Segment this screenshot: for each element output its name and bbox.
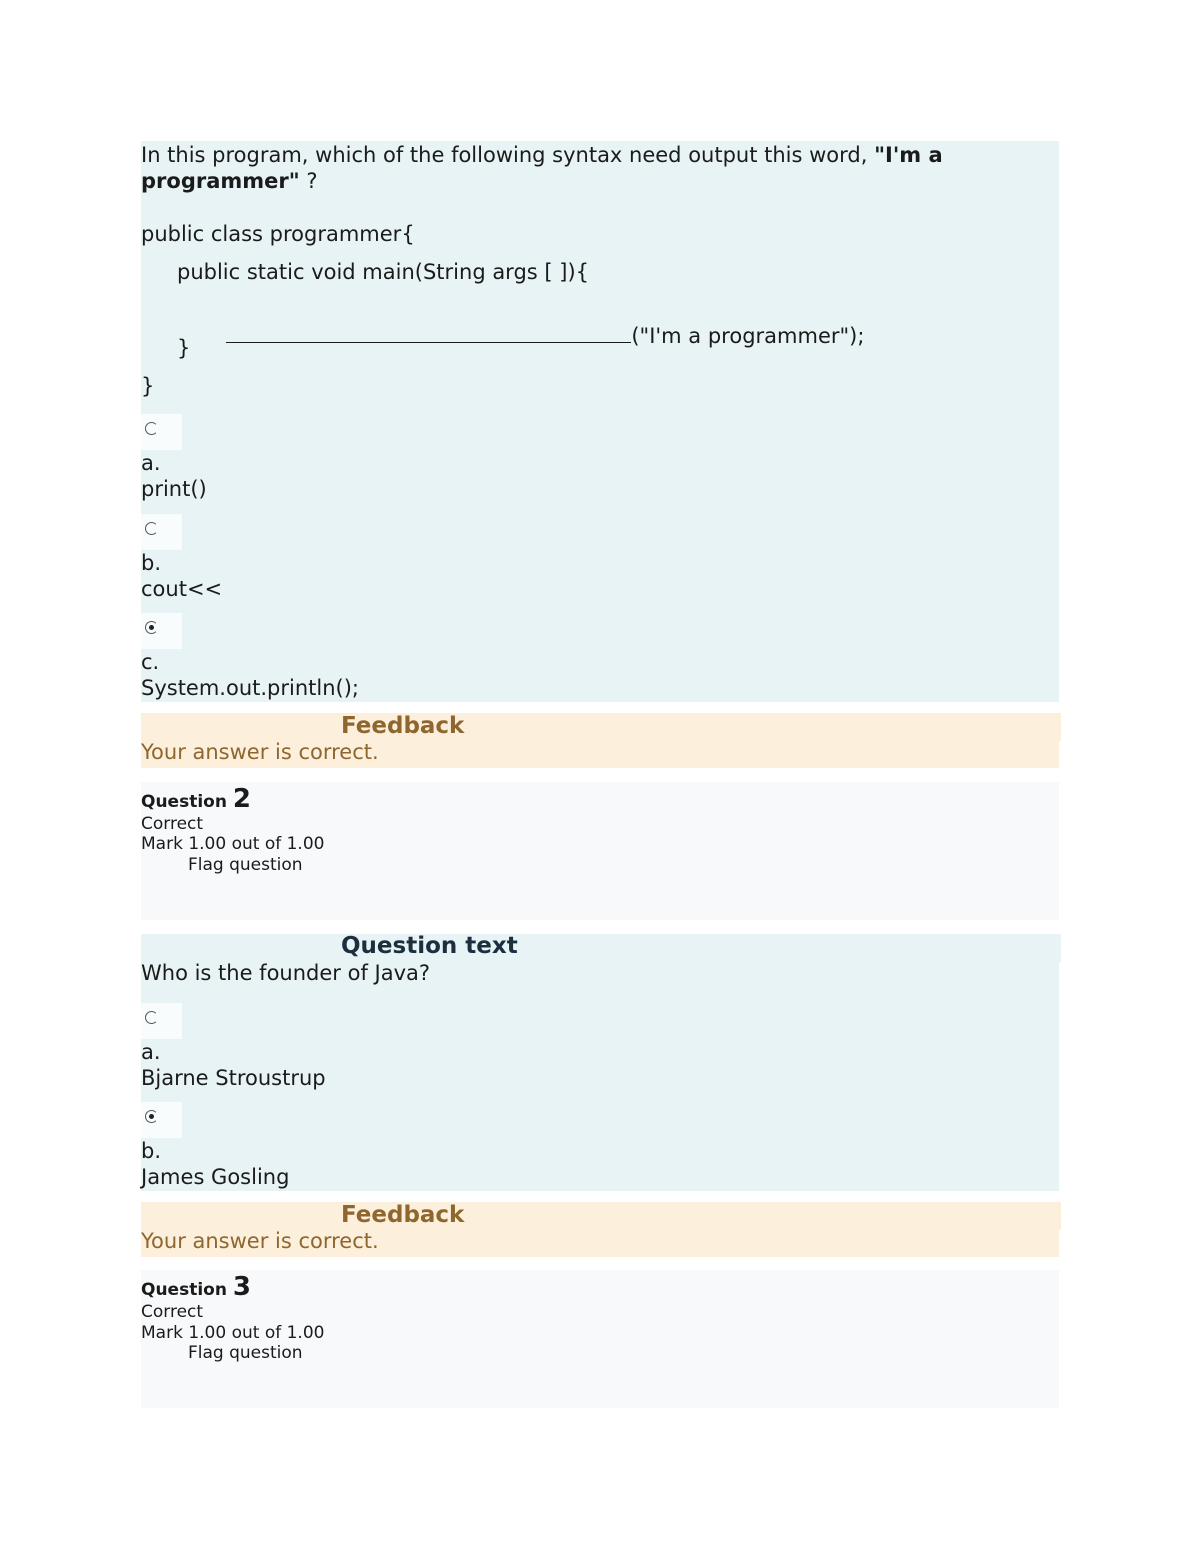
radio-unchecked-icon xyxy=(145,522,158,535)
radio-unchecked-icon xyxy=(145,422,158,435)
option-c-text: System.out.println(); xyxy=(141,676,359,700)
q2-option-a-text: Bjarne Stroustrup xyxy=(141,1066,326,1090)
code-line-4: } xyxy=(177,336,191,360)
question-number: 2 xyxy=(232,784,251,814)
feedback-2-title: Feedback xyxy=(341,1202,465,1228)
question-label: Question xyxy=(141,1280,227,1300)
code-line-3 xyxy=(213,297,864,349)
option-c-radio[interactable] xyxy=(141,613,182,649)
q2-option-b-text: James Gosling xyxy=(141,1165,290,1189)
prompt-quote-2: programmer" xyxy=(141,169,300,193)
q2-option-a-radio[interactable] xyxy=(141,1003,182,1039)
code-line-5: } xyxy=(141,374,155,398)
prompt-quote-1: "I'm a xyxy=(874,143,943,167)
option-b-letter: b. xyxy=(141,551,162,575)
q2-option-b-radio[interactable] xyxy=(141,1102,182,1138)
question-label: Question xyxy=(141,792,227,812)
prompt-text: In this program, which of the following syntax need output this word, xyxy=(141,143,875,167)
code-line-2: public static void main(String args [ ]){ xyxy=(177,260,590,284)
question-2-prompt: Who is the founder of Java? xyxy=(141,961,431,985)
question-text-heading: Question text xyxy=(341,933,518,959)
feedback-2-text: Your answer is correct. xyxy=(141,1229,379,1253)
flag-question-link[interactable]: Flag question xyxy=(188,855,303,875)
option-a-text: print() xyxy=(141,477,207,501)
code-line-1: public class programmer{ xyxy=(141,222,415,246)
option-c-letter: c. xyxy=(141,650,160,674)
radio-unchecked-icon xyxy=(145,1011,158,1024)
fill-in-blank xyxy=(226,324,631,343)
feedback-1-text: Your answer is correct. xyxy=(141,740,379,764)
option-b-text: cout<< xyxy=(141,577,223,601)
question-number: 3 xyxy=(232,1272,251,1302)
option-b-radio[interactable] xyxy=(141,514,182,550)
question-1-prompt xyxy=(141,142,1041,194)
question-2-number xyxy=(141,784,251,814)
option-a-radio[interactable] xyxy=(141,414,182,450)
q2-option-b-letter: b. xyxy=(141,1139,162,1163)
radio-checked-icon xyxy=(145,621,158,634)
prompt-tail: ? xyxy=(299,169,318,193)
question-3-state: Correct xyxy=(141,1302,204,1322)
feedback-1-title: Feedback xyxy=(341,713,465,739)
question-3-mark: Mark 1.00 out of 1.00 xyxy=(141,1323,325,1343)
flag-question-link[interactable]: Flag question xyxy=(188,1343,303,1363)
question-2-state: Correct xyxy=(141,814,204,834)
radio-checked-icon xyxy=(145,1110,158,1123)
option-a-letter: a. xyxy=(141,451,161,475)
code-line-3-text: ("I'm a programmer"); xyxy=(631,324,865,348)
question-2-mark: Mark 1.00 out of 1.00 xyxy=(141,834,325,854)
question-3-number xyxy=(141,1272,251,1302)
q2-option-a-letter: a. xyxy=(141,1040,161,1064)
